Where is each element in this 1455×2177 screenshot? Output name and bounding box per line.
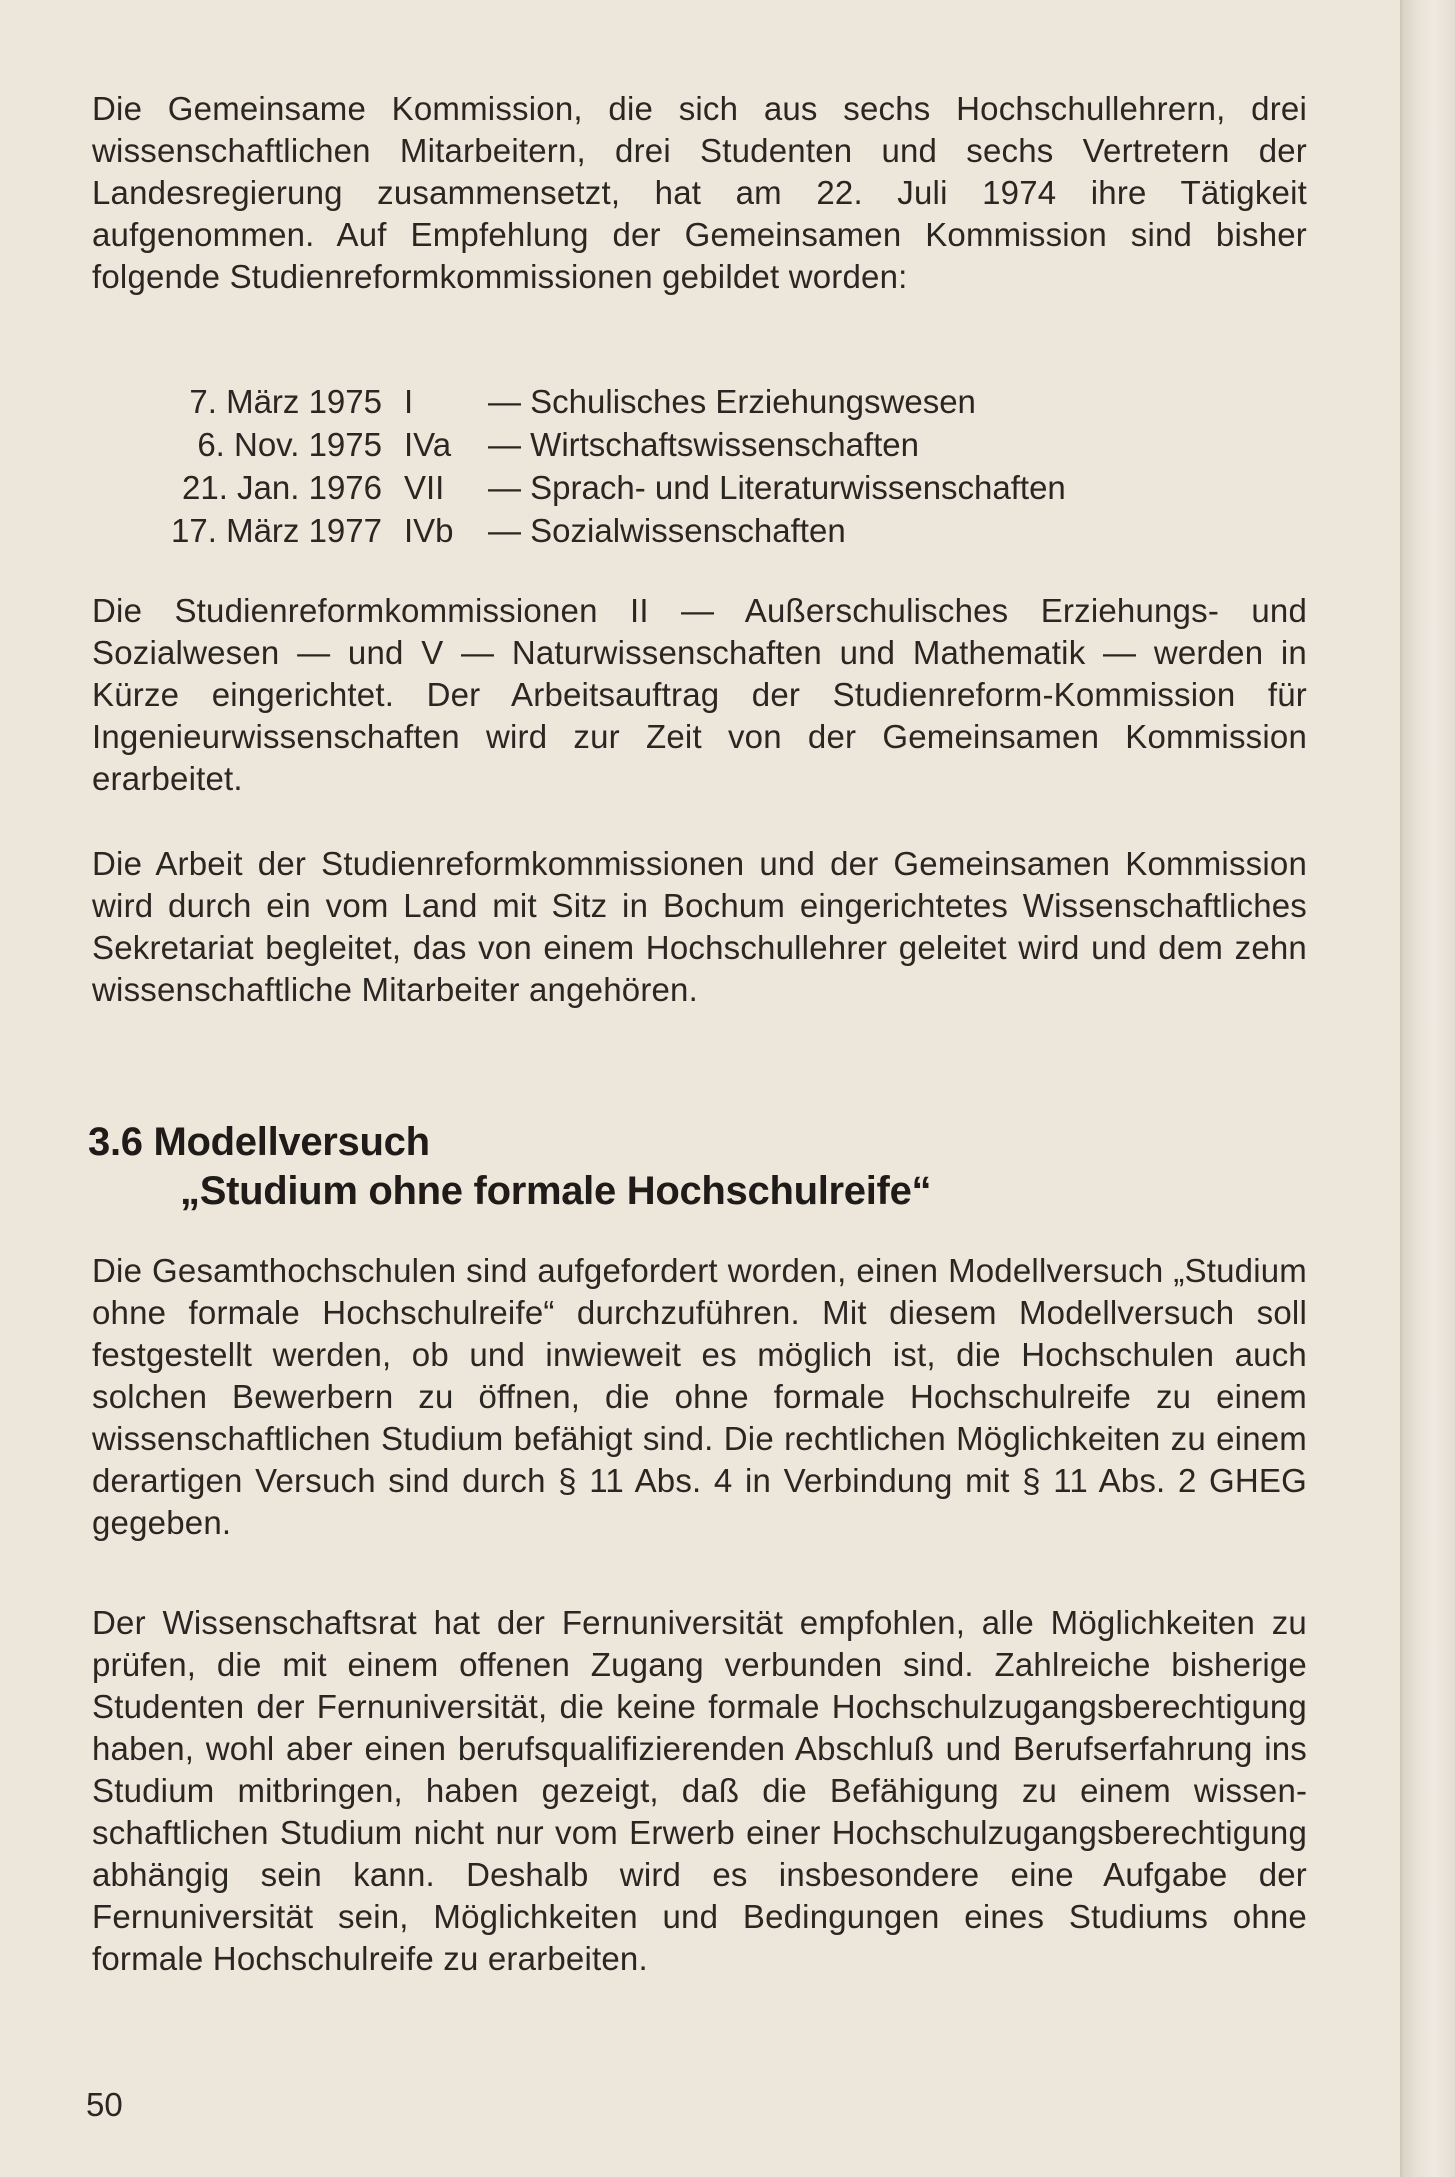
list-item-subject: — Sprach- und Literaturwissenschaften	[488, 469, 1066, 506]
list-item-date: 7. März 1975	[189, 383, 382, 420]
paragraph-secretariat: Die Arbeit der Studienreformkommissionen und der Gemeinsamen Kommission wird durch ein vom Land mit Sitz in Bochum eingerichtetes Wissenschaftliches Sekretariat begleitet, das von einem Hochschullehrer geleitet wird und dem zehn wissenschaftliche Mitarbeiter angehören.	[92, 845, 1307, 1008]
page-number: 50	[86, 2086, 123, 2123]
section-heading	[88, 1118, 1303, 1216]
list-item-code: VII	[404, 469, 445, 506]
section-heading-title: 3.6 Modellversuch	[88, 1120, 430, 1164]
section-heading-subtitle: „Studium ohne formale Hochschulreife“	[180, 1169, 932, 1213]
list-item-date: 21. Jan. 1976	[182, 469, 382, 506]
page-edge-shadow	[1400, 0, 1455, 2177]
list-item-subject: — Schulisches Erziehungswesen	[488, 383, 976, 420]
paragraph-commission-intro: Die Gemeinsame Kommission, die sich aus sechs Hochschullehrern, drei wissenschaftlichen Mitarbeitern, drei Studenten und sechs Vertretern der Landesregierung zusammensetzt, hat am 22. Juli 1974 ihre Tätigkeit aufgenommen. Auf Empfehlung der Gemeinsamen Kommission sind bisher folgende Studienreformkommissionen gebildet worden:	[92, 90, 1307, 295]
paragraph-upcoming-commissions: Die Studienreformkommissionen II — Außerschulisches Erziehungs- und Sozialwesen — und V — Naturwissenschaften und Mathematik — werden in Kürze eingerichtet. Der Arbeitsauftrag der Studienreform-Kommission für Ingenieurwissenschaften wird zur Zeit von der Gemeinsamen Kommission erarbeitet.	[92, 592, 1307, 797]
list-item-subject: — Wirtschaftswissenschaften	[488, 426, 919, 463]
list-item	[92, 466, 1307, 509]
list-item-code: IVb	[404, 512, 454, 549]
list-item-date: 6. Nov. 1975	[197, 426, 382, 463]
list-item	[92, 380, 1307, 423]
paragraph-model-trial: Die Gesamthochschulen sind aufgefordert worden, einen Modellversuch „Studium ohne formale Hochschulreife“ durchzuführen. Mit diesem Modellversuch soll festgestellt werden, ob und inwieweit es möglich ist, die Hochschulen auch solchen Bewerbern zu öffnen, die ohne formale Hochschulreife zu einem wissenschaftlichen Studium befähigt sind. Die rechtlichen Möglichkeiten zu einem derartigen Versuch sind durch § 11 Abs. 4 in Verbindung mit § 11 Abs. 2 GHEG gegeben.	[92, 1252, 1307, 1541]
list-item-code: IVa	[404, 426, 452, 463]
paragraph-wissenschaftsrat: Der Wissenschaftsrat hat der Fernuniversität empfohlen, alle Möglichkeiten zu prüfen, die mit einem offenen Zugang verbunden sind. Zahlreiche bisherige Studenten der Fernuniversität, die keine formale Hochschulzugangsberechtigung haben, wohl aber einen berufsqualifizierenden Abschluß und Berufserfahrung ins Studium mitbringen, haben gezeigt, daß die Befähigung zu einem wissenschaftlichen Studium nicht nur vom Erwerb einer Hochschulzugangsberechtigung abhängig sein kann. Deshalb wird es insbesondere eine Aufgabe der Fernuniversität sein, Möglichkeiten und Bedingungen eines Studiums ohne formale Hochschulreife zu erarbeiten.	[92, 1604, 1307, 1977]
list-item	[92, 509, 1307, 552]
commission-list	[92, 380, 1307, 552]
list-item	[92, 423, 1307, 466]
list-item-code: I	[404, 383, 414, 420]
list-item-date: 17. März 1977	[171, 512, 382, 549]
list-item-subject: — Sozialwissenschaften	[488, 512, 846, 549]
